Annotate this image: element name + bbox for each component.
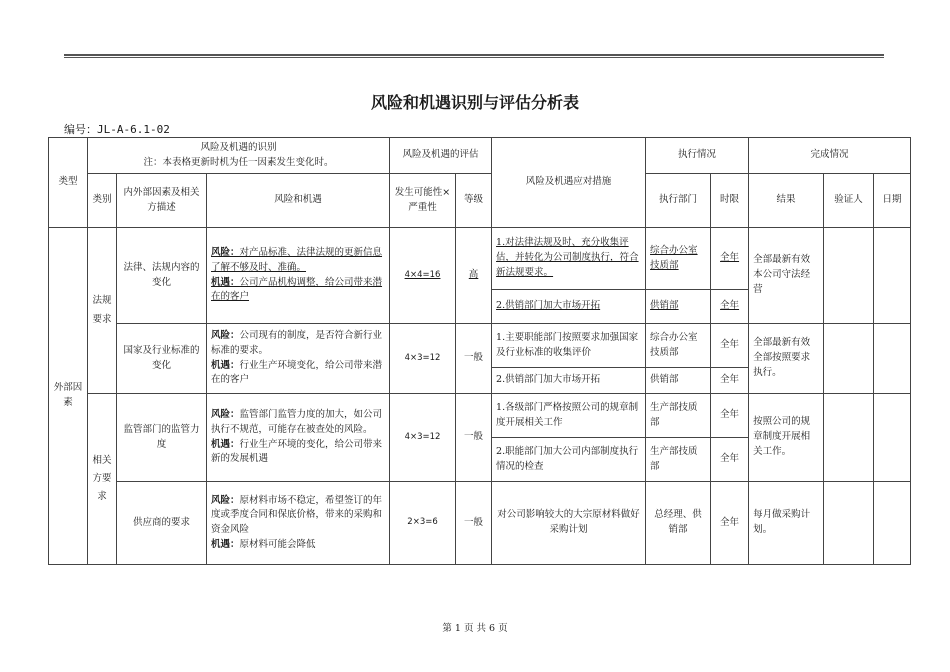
measure-cell: 对公司影响较大的大宗原材料做好采购计划 — [492, 482, 646, 565]
risk-assessment-table — [48, 137, 911, 565]
header-rule — [64, 54, 884, 56]
dept-cell: 供销部 — [646, 368, 711, 394]
header-completion: 完成情况 — [749, 138, 911, 174]
deadline-cell: 全年 — [711, 394, 749, 438]
opp-label: 机遇： — [211, 438, 240, 450]
risk-opp-cell — [207, 394, 390, 482]
group-regulatory: 法规要求 — [88, 228, 117, 394]
dept-cell: 生产部技质部 — [646, 438, 711, 482]
header-identify — [88, 138, 390, 174]
opp-label: 机遇： — [211, 276, 240, 288]
measure-cell: 2.供销部门加大市场开拓 — [492, 368, 646, 394]
dept-cell: 综合办公室技质部 — [646, 324, 711, 368]
verifier-cell — [824, 228, 874, 324]
header-verifier: 验证人 — [824, 174, 874, 228]
table-row — [49, 394, 911, 438]
risk-text: 监管部门监管力度的加大，如公司执行不规范，可能存在被查处的风险。 — [211, 409, 383, 435]
header-level: 等级 — [456, 174, 492, 228]
result-cell: 全部最新有效本公司守法经营 — [749, 228, 824, 324]
header-evaluate: 风险及机遇的评估 — [390, 138, 492, 174]
opp-label: 机遇： — [211, 359, 240, 371]
score-cell: 4×3=12 — [390, 394, 456, 482]
risk-text: 公司现有的制度，是否符合新行业标准的要求。 — [211, 330, 383, 356]
risk-label: 风险： — [211, 409, 240, 421]
table-row — [49, 228, 911, 290]
factor-cell: 监管部门的监管力度 — [117, 394, 207, 482]
header-rule-thin — [64, 57, 884, 58]
risk-label: 风险： — [211, 247, 240, 259]
measure-cell: 1.各级部门严格按照公司的规章制度开展相关工作 — [492, 394, 646, 438]
header-dept: 执行部门 — [646, 174, 711, 228]
level-cell: 一般 — [456, 394, 492, 482]
header-row-2 — [49, 174, 911, 228]
risk-label: 风险： — [211, 494, 240, 506]
header-execution: 执行情况 — [646, 138, 749, 174]
risk-opp-cell — [207, 482, 390, 565]
date-cell — [874, 324, 911, 394]
result-cell: 全部最新有效全部按照要求执行。 — [749, 324, 824, 394]
header-risk-opp: 风险和机遇 — [207, 174, 390, 228]
header-deadline: 时限 — [711, 174, 749, 228]
factor-cell: 国家及行业标准的变化 — [117, 324, 207, 394]
header-identify-title: 风险及机遇的识别 — [200, 141, 277, 153]
type-cell: 外部因素 — [49, 228, 88, 565]
header-result: 结果 — [749, 174, 824, 228]
header-category: 类别 — [88, 174, 117, 228]
header-row-1 — [49, 138, 911, 174]
deadline-cell: 全年 — [711, 228, 749, 290]
date-cell — [874, 228, 911, 324]
measure-cell: 2.供销部门加大市场开拓 — [492, 290, 646, 324]
header-measures: 风险及机遇应对措施 — [492, 138, 646, 228]
deadline-cell: 全年 — [711, 438, 749, 482]
result-cell: 按照公司的规章制度开展相关工作。 — [749, 394, 824, 482]
level-cell: 高 — [456, 228, 492, 324]
verifier-cell — [824, 482, 874, 565]
group-stakeholder: 相关方要求 — [88, 394, 117, 565]
risk-opp-cell — [207, 228, 390, 324]
risk-text: 原材料市场不稳定，希望签订的年度或季度合同和保底价格，带来的采购和资金风险 — [211, 494, 383, 535]
opp-text: 行业生产环境变化，给公司带来潜在的客户 — [211, 359, 383, 386]
opp-text: 公司产品机构调整，给公司带来潜在的客户 — [211, 276, 383, 303]
dept-cell: 综合办公室技质部 — [646, 228, 711, 290]
date-cell — [874, 482, 911, 565]
factor-cell: 供应商的要求 — [117, 482, 207, 565]
dept-cell: 总经理、供销部 — [646, 482, 711, 565]
risk-text: 对产品标准、法律法规的更新信息了解不够及时、准确。 — [211, 247, 383, 273]
factor-cell: 法律、法规内容的变化 — [117, 228, 207, 324]
header-factor-desc: 内外部因素及相关方描述 — [117, 174, 207, 228]
dept-cell: 生产部技质部 — [646, 394, 711, 438]
deadline-cell: 全年 — [711, 324, 749, 368]
measure-cell: 1.对法律法规及时、充分收集评估，并转化为公司制度执行，符合新法规要求。 — [492, 228, 646, 290]
header-date: 日期 — [874, 174, 911, 228]
deadline-cell: 全年 — [711, 368, 749, 394]
measure-cell: 1.主要职能部门按照要求加强国家及行业标准的收集评价 — [492, 324, 646, 368]
opp-text: 原材料可能会降低 — [239, 538, 316, 550]
risk-label: 风险： — [211, 330, 240, 342]
verifier-cell — [824, 394, 874, 482]
date-cell — [874, 394, 911, 482]
result-cell: 每月做采购计划。 — [749, 482, 824, 565]
document-code: 编号：JL-A-6.1-02 — [64, 123, 170, 136]
measure-cell: 2.职能部门加大公司内部制度执行情况的检查 — [492, 438, 646, 482]
header-identify-note: 注：本表格更新时机为任一因素发生变化时。 — [143, 156, 334, 168]
page-footer: 第 1 页 共 6 页 — [442, 623, 508, 634]
header-likelihood: 发生可能性×严重性 — [390, 174, 456, 228]
verifier-cell — [824, 324, 874, 394]
risk-opp-cell — [207, 324, 390, 394]
header-type: 类型 — [49, 138, 88, 228]
deadline-cell: 全年 — [711, 482, 749, 565]
score-cell: 4×4=16 — [390, 228, 456, 324]
opp-label: 机遇： — [211, 538, 240, 550]
score-cell: 2×3=6 — [390, 482, 456, 565]
dept-cell: 供销部 — [646, 290, 711, 324]
deadline-cell: 全年 — [711, 290, 749, 324]
table-row — [49, 482, 911, 554]
table-row — [49, 324, 911, 368]
level-cell: 一般 — [456, 324, 492, 394]
opp-text: 行业生产环境的变化，给公司带来新的发展机遇 — [211, 438, 383, 465]
document-title: 风险和机遇识别与评估分析表 — [370, 93, 579, 112]
score-cell: 4×3=12 — [390, 324, 456, 394]
level-cell: 一般 — [456, 482, 492, 565]
